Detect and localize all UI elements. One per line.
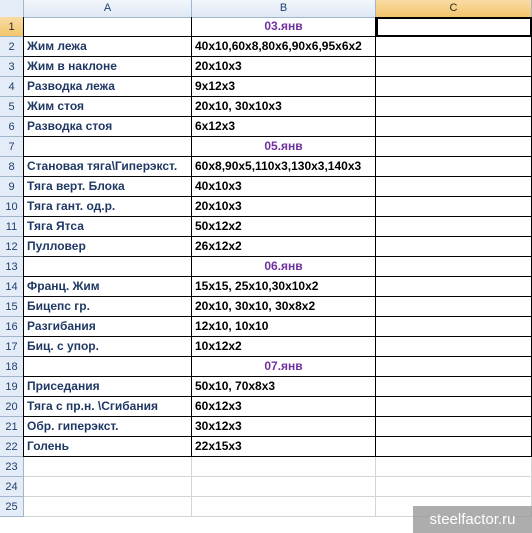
cell-b[interactable]: 60х8,90х5,110х3,130х3,140х3 [192, 157, 376, 177]
cell-c[interactable] [376, 37, 532, 57]
cell-b[interactable]: 15х15, 25х10,30х10х2 [192, 277, 376, 297]
cell-a[interactable]: Тяга с пр.н. \Сгибания [24, 397, 192, 417]
row-header[interactable]: 14 [0, 277, 24, 297]
cell-c[interactable] [376, 217, 532, 237]
row-header[interactable]: 5 [0, 97, 24, 117]
cell-a[interactable]: Тяга Ятса [24, 217, 192, 237]
cell-a[interactable]: Разводка лежа [24, 77, 192, 97]
cell-c[interactable] [376, 337, 532, 357]
cell-a[interactable]: Приседания [24, 377, 192, 397]
cell-a[interactable] [24, 457, 192, 477]
cell-c[interactable] [376, 77, 532, 97]
cell-a[interactable] [24, 257, 192, 277]
cell-a[interactable]: Жим лежа [24, 37, 192, 57]
row-header[interactable]: 6 [0, 117, 24, 137]
cell-b[interactable] [192, 477, 376, 497]
row-header[interactable]: 10 [0, 197, 24, 217]
cell-b[interactable]: 22х15х3 [192, 437, 376, 457]
cell-c[interactable] [376, 357, 532, 377]
row-header[interactable]: 12 [0, 237, 24, 257]
cell-b[interactable]: 26х12х2 [192, 237, 376, 257]
cell-a[interactable]: Тяга гант. од.р. [24, 197, 192, 217]
cell-a[interactable] [24, 137, 192, 157]
cell-a[interactable]: Разводка стоя [24, 117, 192, 137]
cell-a[interactable] [24, 497, 192, 517]
row-header[interactable]: 19 [0, 377, 24, 397]
cell-a[interactable]: Франц. Жим [24, 277, 192, 297]
cell-a[interactable] [24, 357, 192, 377]
row-header[interactable]: 1 [0, 17, 24, 37]
cell-b[interactable]: 40х10,60х8,80х6,90х6,95х6х2 [192, 37, 376, 57]
row-header[interactable]: 24 [0, 477, 24, 497]
row-header[interactable]: 22 [0, 437, 24, 457]
cell-c[interactable] [376, 197, 532, 217]
cell-a[interactable]: Жим стоя [24, 97, 192, 117]
row-header[interactable]: 17 [0, 337, 24, 357]
cell-b[interactable]: 60х12х3 [192, 397, 376, 417]
cell-c[interactable] [376, 397, 532, 417]
cell-a[interactable] [24, 17, 192, 37]
cell-c[interactable] [376, 257, 532, 277]
date-header-cell[interactable]: 07.янв [192, 357, 376, 377]
cell-b[interactable]: 50х10, 70х8х3 [192, 377, 376, 397]
cell-b[interactable]: 6х12х3 [192, 117, 376, 137]
watermark: steelfactor.ru [413, 506, 532, 533]
cell-c[interactable] [376, 317, 532, 337]
cell-b[interactable]: 40х10х3 [192, 177, 376, 197]
cell-b[interactable]: 20х10х3 [192, 197, 376, 217]
cell-a[interactable]: Голень [24, 437, 192, 457]
column-header-c[interactable]: C [376, 0, 532, 17]
row-header[interactable]: 23 [0, 457, 24, 477]
cell-c[interactable] [376, 117, 532, 137]
cell-c[interactable] [376, 177, 532, 197]
cell-a[interactable]: Разгибания [24, 317, 192, 337]
active-cell[interactable] [376, 17, 532, 37]
cell-a[interactable] [24, 477, 192, 497]
column-header-b[interactable]: B [192, 0, 376, 17]
cell-b[interactable]: 20х10, 30х10, 30х8х2 [192, 297, 376, 317]
cell-c[interactable] [376, 97, 532, 117]
cell-a[interactable]: Пулловер [24, 237, 192, 257]
cell-b[interactable]: 30х12х3 [192, 417, 376, 437]
row-header[interactable]: 25 [0, 497, 24, 517]
cell-a[interactable]: Жим в наклоне [24, 57, 192, 77]
cell-c[interactable] [376, 457, 532, 477]
row-header[interactable]: 13 [0, 257, 24, 277]
cell-c[interactable] [376, 477, 532, 497]
table-left-border [23, 17, 24, 457]
cell-a[interactable]: Обр. гиперэкст. [24, 417, 192, 437]
cell-a[interactable]: Биц. с упор. [24, 337, 192, 357]
row-header[interactable]: 16 [0, 317, 24, 337]
cell-b[interactable]: 12х10, 10х10 [192, 317, 376, 337]
row-header[interactable]: 3 [0, 57, 24, 77]
row-header[interactable]: 8 [0, 157, 24, 177]
column-header-a[interactable]: A [24, 0, 192, 17]
select-all-corner[interactable] [0, 0, 24, 17]
cell-c[interactable] [376, 57, 532, 77]
cell-b[interactable]: 20х10х3 [192, 57, 376, 77]
row-header[interactable]: 4 [0, 77, 24, 97]
row-header[interactable]: 9 [0, 177, 24, 197]
date-header-cell[interactable]: 06.янв [192, 257, 376, 277]
row-header[interactable]: 7 [0, 137, 24, 157]
cell-a[interactable]: Бицепс гр. [24, 297, 192, 317]
cell-c[interactable] [376, 297, 532, 317]
row-header[interactable]: 15 [0, 297, 24, 317]
row-header[interactable]: 2 [0, 37, 24, 57]
cell-c[interactable] [376, 157, 532, 177]
cell-b[interactable]: 10х12х2 [192, 337, 376, 357]
date-header-cell[interactable]: 05.янв [192, 137, 376, 157]
cell-a[interactable]: Становая тяга\Гиперэкст. [24, 157, 192, 177]
row-header[interactable]: 18 [0, 357, 24, 377]
cell-b[interactable]: 9х12х3 [192, 77, 376, 97]
cell-b[interactable] [192, 497, 376, 517]
row-header[interactable]: 21 [0, 417, 24, 437]
cell-a[interactable]: Тяга верт. Блока [24, 177, 192, 197]
row-header[interactable]: 11 [0, 217, 24, 237]
cell-c[interactable] [376, 417, 532, 437]
cell-c[interactable] [376, 137, 532, 157]
date-header-cell[interactable]: 03.янв [192, 17, 376, 37]
row-header[interactable]: 20 [0, 397, 24, 417]
cell-b[interactable] [192, 457, 376, 477]
cell-b[interactable]: 20х10, 30х10х3 [192, 97, 376, 117]
cell-c[interactable] [376, 437, 532, 457]
cell-c[interactable] [376, 377, 532, 397]
cell-b[interactable]: 50х12х2 [192, 217, 376, 237]
cell-c[interactable] [376, 277, 532, 297]
cell-c[interactable] [376, 237, 532, 257]
